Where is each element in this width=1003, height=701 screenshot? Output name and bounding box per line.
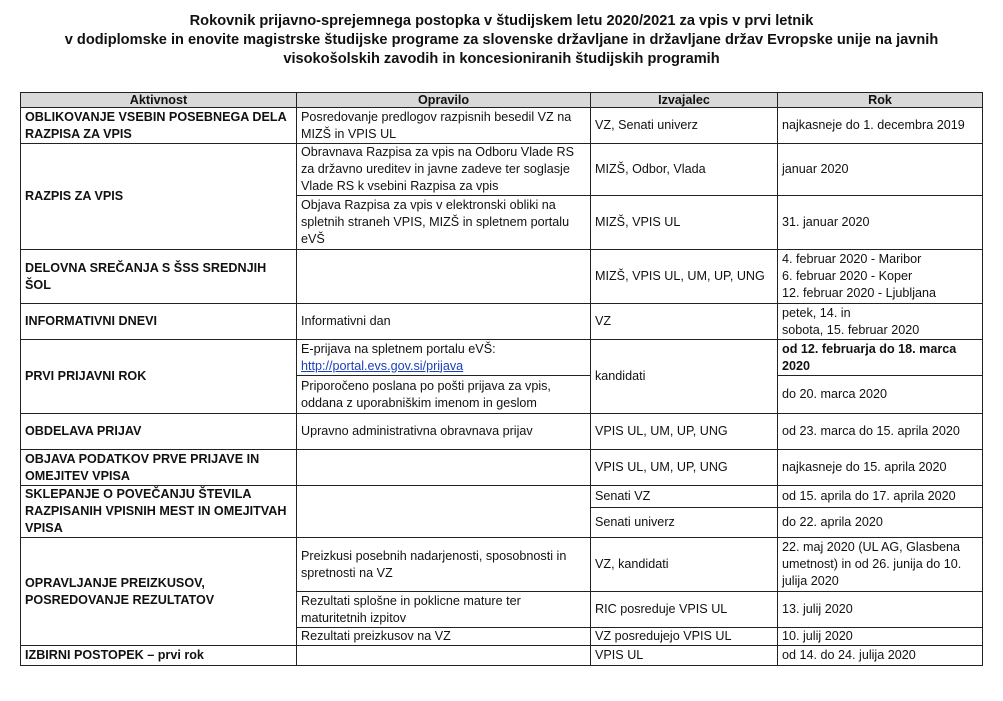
header-activity: Aktivnost — [21, 93, 297, 108]
schedule-table — [20, 92, 983, 666]
task-cell: Objava Razpisa za vpis v elektronski obliki na spletnih straneh VPIS, MIZŠ in spletnem portalu eVŠ — [297, 196, 591, 250]
task-cell: Priporočeno poslana po pošti prijava za vpis, oddana z uporabniškim imenom in geslom — [297, 376, 591, 414]
table-row — [21, 144, 983, 196]
activity-cell: OBLIKOVANJE VSEBIN POSEBNEGA DELA RAZPISA ZA VPIS — [21, 108, 297, 144]
table-row — [21, 414, 983, 450]
table-row — [21, 538, 983, 592]
executor-cell: MIZŠ, Odbor, Vlada — [591, 144, 778, 196]
deadline-cell: do 22. aprila 2020 — [778, 508, 983, 538]
executor-cell: VPIS UL, UM, UP, UNG — [591, 414, 778, 450]
activity-cell: OBJAVA PODATKOV PRVE PRIJAVE IN OMEJITEV VPISA — [21, 450, 297, 486]
activity-cell: INFORMATIVNI DNEVI — [21, 304, 297, 340]
deadline-line: sobota, 15. februar 2020 — [782, 322, 920, 337]
deadline-cell: najkasneje do 1. decembra 2019 — [778, 108, 983, 144]
deadline-cell: najkasneje do 15. aprila 2020 — [778, 450, 983, 486]
table-row — [21, 450, 983, 486]
activity-cell: RAZPIS ZA VPIS — [21, 144, 297, 250]
title-line-3: visokošolskih zavodih in koncesioniranih študijskih programih — [283, 51, 720, 67]
executor-cell: Senati VZ — [591, 486, 778, 508]
deadline-cell: do 20. marca 2020 — [778, 376, 983, 414]
task-cell — [297, 450, 591, 486]
deadline-cell: od 23. marca do 15. aprila 2020 — [778, 414, 983, 450]
task-cell: Rezultati preizkusov na VZ — [297, 628, 591, 646]
executor-cell: Senati univerz — [591, 508, 778, 538]
table-row — [21, 646, 983, 666]
activity-cell: OBDELAVA PRIJAV — [21, 414, 297, 450]
activity-cell: OPRAVLJANJE PREIZKUSOV, POSREDOVANJE REZULTATOV — [21, 538, 297, 646]
deadline-cell: od 12. februarja do 18. marca 2020 — [778, 340, 983, 376]
deadline-cell: 13. julij 2020 — [778, 592, 983, 628]
executor-cell: MIZŠ, VPIS UL, UM, UP, UNG — [591, 250, 778, 304]
task-text: E-prijava na spletnem portalu eVŠ: — [301, 341, 496, 356]
executor-cell: VZ, Senati univerz — [591, 108, 778, 144]
deadline-cell: od 14. do 24. julija 2020 — [778, 646, 983, 666]
executor-cell: VPIS UL — [591, 646, 778, 666]
task-cell — [297, 340, 591, 376]
table-row — [21, 250, 983, 304]
deadline-line: 12. februar 2020 - Ljubljana — [782, 286, 937, 300]
task-cell: Rezultati splošne in poklicne mature ter maturitetnih izpitov — [297, 592, 591, 628]
activity-cell: SKLEPANJE O POVEČANJU ŠTEVILA RAZPISANIH VPISNIH MEST IN OMEJITVAH VPISA — [21, 486, 297, 538]
deadline-cell: 22. maj 2020 (UL AG, Glasbena umetnost) in od 26. junija do 10. julija 2020 — [778, 538, 983, 592]
executor-cell: kandidati — [591, 340, 778, 414]
table-header-row — [21, 93, 983, 108]
eprijava-link[interactable]: http://portal.evs.gov.si/prijava — [301, 358, 464, 373]
task-cell — [297, 486, 591, 538]
deadline-line: 4. februar 2020 - Maribor — [782, 252, 922, 266]
task-cell: Preizkusi posebnih nadarjenosti, sposobnosti in spretnosti na VZ — [297, 538, 591, 592]
task-cell — [297, 250, 591, 304]
deadline-cell: od 15. aprila do 17. aprila 2020 — [778, 486, 983, 508]
activity-cell: DELOVNA SREČANJA S ŠSS SREDNJIH ŠOL — [21, 250, 297, 304]
title-line-2: v dodiplomske in enovite magistrske študijske programe za slovenske državljane in državljane držav Evropske unije na javnih — [64, 32, 939, 48]
deadline-line: petek, 14. in — [782, 305, 851, 320]
executor-cell: VZ, kandidati — [591, 538, 778, 592]
header-task: Opravilo — [297, 93, 591, 108]
executor-cell: VZ posredujejo VPIS UL — [591, 628, 778, 646]
executor-cell: VPIS UL, UM, UP, UNG — [591, 450, 778, 486]
activity-cell: PRVI PRIJAVNI ROK — [21, 340, 297, 414]
task-cell — [297, 646, 591, 666]
executor-cell: RIC posreduje VPIS UL — [591, 592, 778, 628]
task-cell: Informativni dan — [297, 304, 591, 340]
table-row — [21, 304, 983, 340]
task-cell: Obravnava Razpisa za vpis na Odboru Vlade RS za državno ureditev in javne zadeve ter soglasje Vlade RS k vsebini Razpisa za vpis — [297, 144, 591, 196]
executor-cell: MIZŠ, VPIS UL — [591, 196, 778, 250]
activity-cell: IZBIRNI POSTOPEK – prvi rok — [21, 646, 297, 666]
deadline-cell: januar 2020 — [778, 144, 983, 196]
table-row — [21, 340, 983, 376]
header-deadline: Rok — [778, 93, 983, 108]
executor-cell: VZ — [591, 304, 778, 340]
task-cell: Posredovanje predlogov razpisnih besedil VZ na MIZŠ in VPIS UL — [297, 108, 591, 144]
task-cell: Upravno administrativna obravnava prijav — [297, 414, 591, 450]
deadline-cell — [778, 304, 983, 340]
deadline-cell — [778, 250, 983, 304]
table-row — [21, 486, 983, 508]
header-executor: Izvajalec — [591, 93, 778, 108]
deadline-cell: 31. januar 2020 — [778, 196, 983, 250]
document-title — [0, 12, 1003, 69]
deadline-cell: 10. julij 2020 — [778, 628, 983, 646]
table-row — [21, 108, 983, 144]
deadline-line: 6. februar 2020 - Koper — [782, 269, 913, 283]
title-line-1: Rokovnik prijavno-sprejemnega postopka v študijskem letu 2020/2021 za vpis v prvi letnik — [189, 13, 814, 29]
